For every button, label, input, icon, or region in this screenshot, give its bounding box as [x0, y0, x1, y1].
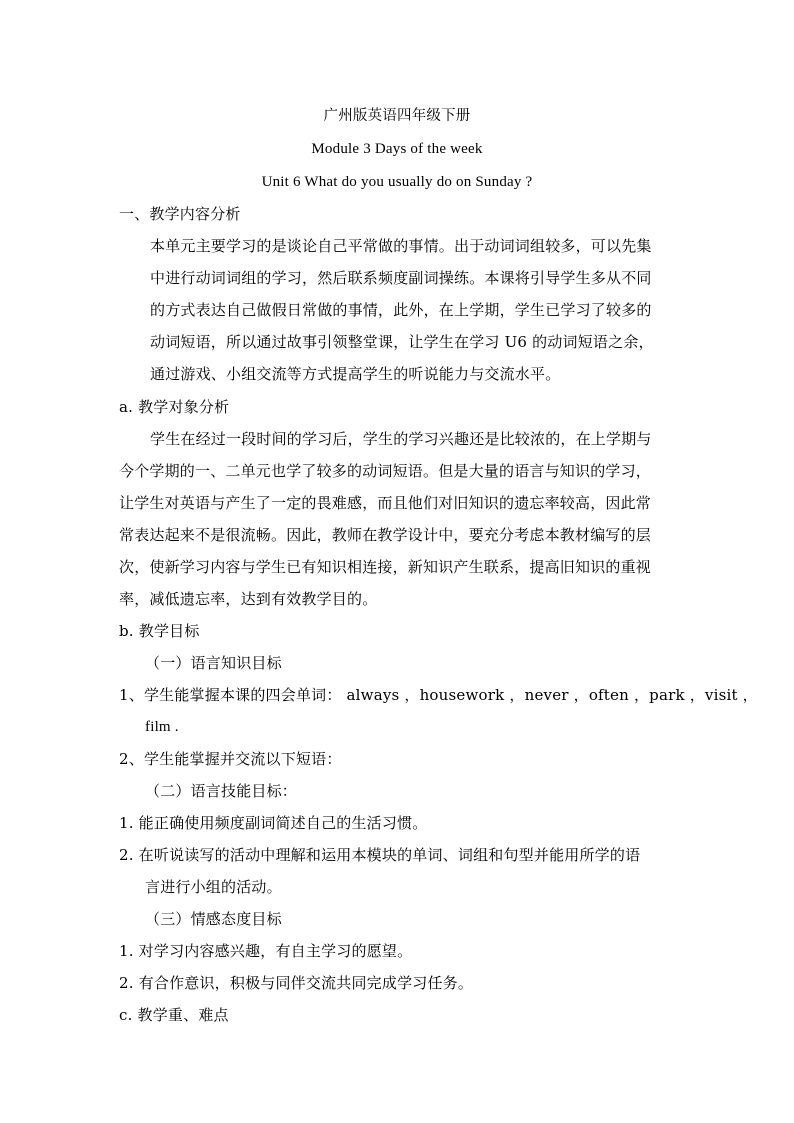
skill-item-continued: 言进行小组的活动。 — [145, 878, 282, 896]
vocabulary-item: 1、学生能掌握本课的四会单词： always ，housework ，never ，often ，park ，visit ， — [119, 686, 758, 704]
section-1-line: 中进行动词词组的学习，然后联系频度副词操练。本课将引导学生多从不同 — [150, 269, 652, 287]
section-a-heading: a. 教学对象分析 — [119, 398, 230, 416]
skill-item: 1. 能正确使用频度副词简述自己的生活习惯。 — [119, 814, 428, 832]
section-1-line: 本单元主要学习的是谈论自己平常做的事情。出于动词词组较多，可以先集 — [150, 237, 652, 255]
section-a-line: 学生在经过一段时间的学习后，学生的学习兴趣还是比较浓的，在上学期与 — [150, 430, 652, 448]
section-1-heading: 一、教学内容分析 — [119, 205, 241, 223]
section-a-line: 常表达起来不是很流畅。因此，教师在教学设计中，要充分考虑本教材编写的层 — [119, 526, 652, 544]
unit-title: Unit 6 What do you usually do on Sunday ? — [261, 174, 533, 190]
section-1-line: 通过游戏、小组交流等方式提高学生的听说能力与交流水平。 — [150, 365, 561, 383]
section-b-heading: b. 教学目标 — [119, 622, 200, 640]
phrases-item: 2、学生能掌握并交流以下短语： — [119, 750, 342, 768]
module-title: Module 3 Days of the week — [311, 141, 483, 157]
document-title: 广州版英语四年级下册 — [323, 108, 471, 124]
section-a-line: 今个学期的一、二单元也学了较多的动词短语。但是大量的语言与知识的学习， — [119, 462, 652, 480]
section-a-line: 次，使新学习内容与学生已有知识相连接，新知识产生联系，提高旧知识的重视 — [119, 558, 652, 576]
section-a-line: 让学生对英语与产生了一定的畏难感，而且他们对旧知识的遗忘率较高，因此常 — [119, 494, 652, 512]
vocabulary-item-continued: film . — [145, 719, 179, 735]
skill-item: 2. 在听说读写的活动中理解和运用本模块的单词、词组和句型并能用所学的语 — [119, 846, 641, 864]
section-1-line: 动词短语，所以通过故事引领整堂课，让学生在学习 U6 的动词短语之余， — [150, 333, 654, 351]
language-skill-subheading: （二）语言技能目标： — [145, 782, 298, 800]
attitude-subheading: （三）情感态度目标 — [145, 910, 282, 928]
section-c-heading: c. 教学重、难点 — [119, 1006, 229, 1024]
section-1-line: 的方式表达自己做假日常做的事情，此外，在上学期，学生已学习了较多的 — [150, 301, 652, 319]
language-knowledge-subheading: （一）语言知识目标 — [145, 654, 282, 672]
attitude-item: 2. 有合作意识，积极与同伴交流共同完成学习任务。 — [119, 974, 474, 992]
section-a-line: 率，减低遗忘率，达到有效教学目的。 — [119, 590, 378, 608]
attitude-item: 1. 对学习内容感兴趣，有自主学习的愿望。 — [119, 942, 413, 960]
